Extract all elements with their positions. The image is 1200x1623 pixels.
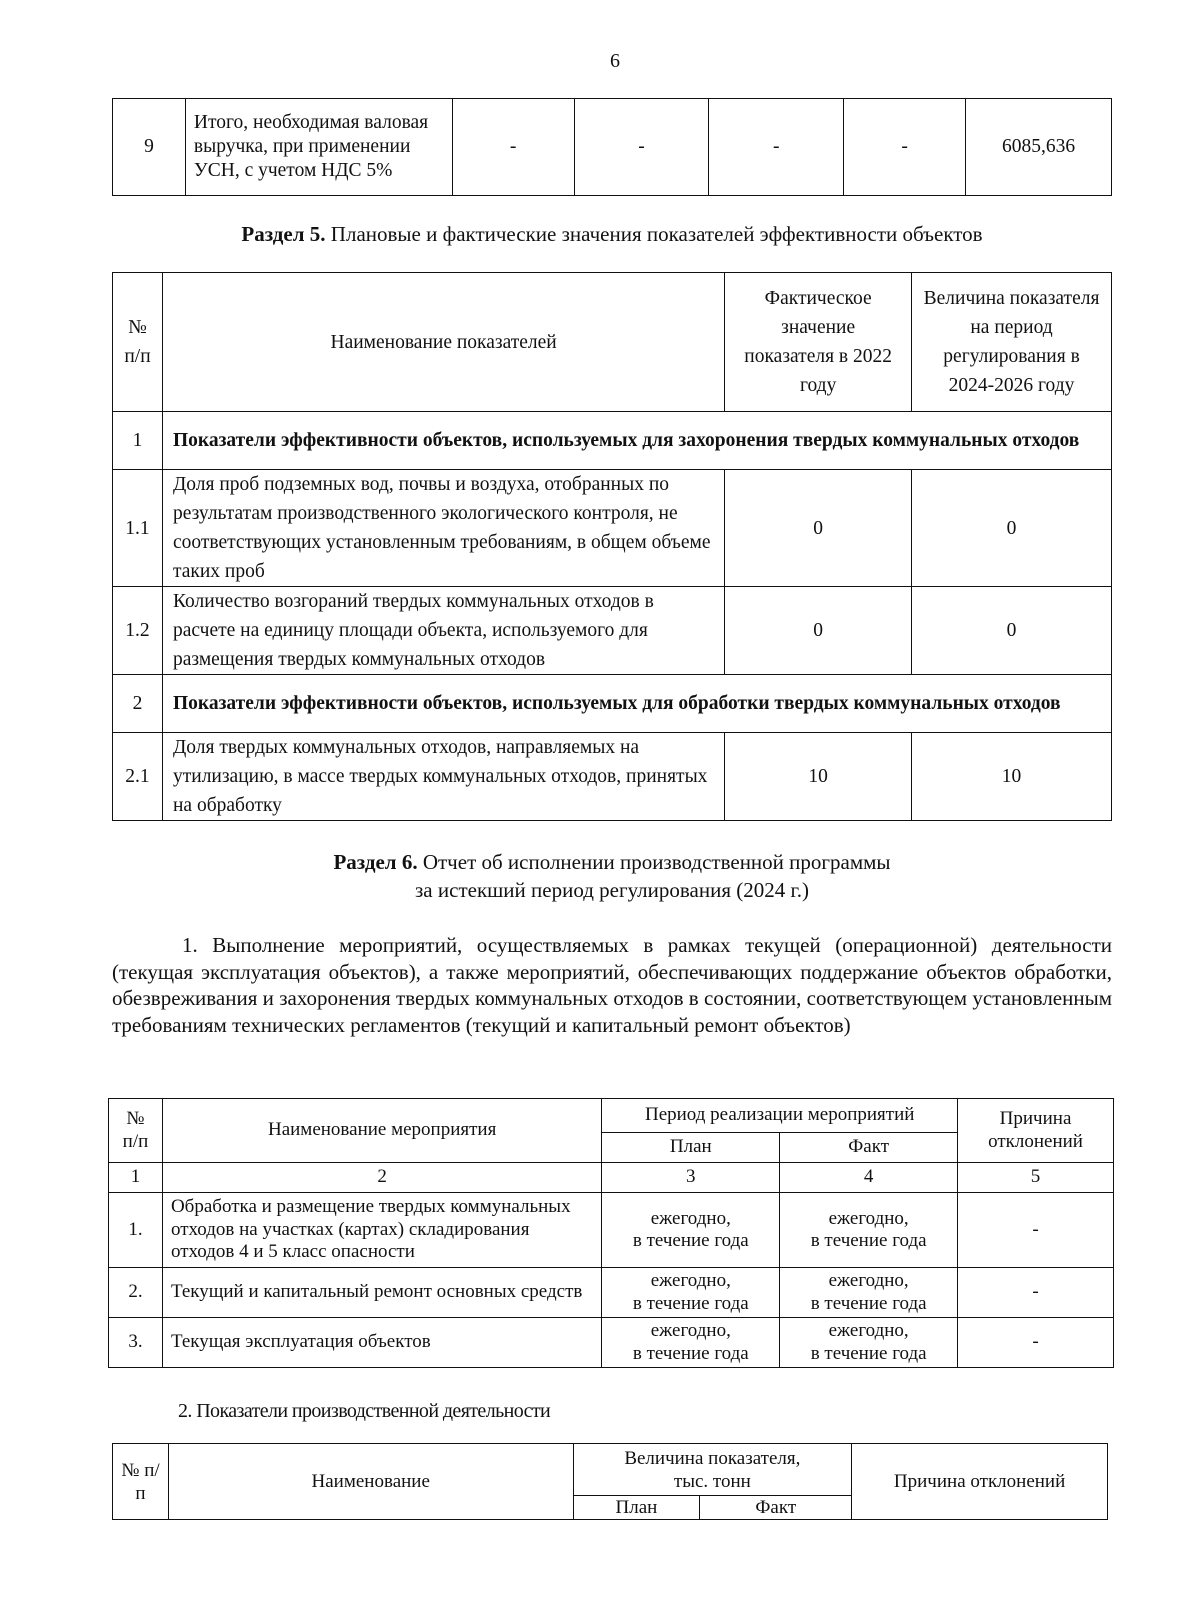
header-name: Наименование [168, 1444, 573, 1520]
cell-plan-line2: в течение года [632, 1230, 749, 1251]
paragraph-text: 1. Выполнение мероприятий, осуществляемых в рамках текущей (операционной) деятельности (текущая эксплуатация объектов), а также мероприятий, обеспечивающих поддержание объектов обработки, обезвреживания и захоронения твердых коммунальных отходов в состоянии, соответствующем установленным требованиям технических регламентов (текущий и капитальный ремонт объектов) [112, 933, 1112, 1037]
cell-total: 6085,636 [966, 99, 1112, 196]
cell-fact-line2: в течение года [810, 1342, 927, 1364]
header-value-line2: тыс. тонн [673, 1470, 751, 1492]
cell-value: - [844, 99, 966, 196]
cell-value: - [709, 99, 844, 196]
table-row [109, 1318, 1114, 1368]
header-num: № п/п [109, 1099, 163, 1163]
cell-fact-line2: в течение года [810, 1292, 927, 1314]
cell-value: - [574, 99, 709, 196]
row-name: Доля твердых коммунальных отходов, направляемых на утилизацию, в массе твердых коммунальных отходов, принятых на обработку [162, 733, 724, 821]
header-num: № п/п [113, 1444, 169, 1520]
index-cell: 4 [780, 1163, 958, 1193]
cell-fact [780, 1318, 958, 1368]
cell-plan [602, 1193, 780, 1268]
table-row [109, 1193, 1114, 1268]
table-row [113, 587, 1112, 675]
header-row [113, 273, 1112, 412]
group-row [113, 412, 1112, 470]
group-row [113, 675, 1112, 733]
index-row [109, 1163, 1114, 1193]
row-name: Текущая эксплуатация объектов [162, 1318, 601, 1368]
header-reason: Причина отклонений [958, 1099, 1114, 1163]
header-period: Период реализации мероприятий [602, 1099, 958, 1133]
section-6-text: Отчет об исполнении производственной программы [417, 850, 891, 874]
row-number: 9 [113, 99, 186, 196]
cell-fact-line1: ежегодно, [828, 1270, 909, 1291]
group-number: 1 [113, 412, 163, 470]
group-title: Показатели эффективности объектов, используемых для захоронения твердых коммунальных отходов [162, 412, 1111, 470]
cell-value: - [452, 99, 574, 196]
cell-fact [780, 1268, 958, 1318]
cell-fact: 0 [725, 587, 912, 675]
cell-reason: - [958, 1193, 1114, 1268]
header-fact: Фактическое значение показателя в 2022 году [725, 273, 912, 412]
efficiency-table [112, 272, 1112, 821]
row-name: Обработка и размещение твердых коммунальных отходов на участках (картах) складирования отходов 4 и 5 класс опасности [162, 1193, 601, 1268]
cell-plan: 10 [912, 733, 1112, 821]
table-row [113, 99, 1112, 196]
index-cell: 3 [602, 1163, 780, 1193]
cell-plan: 0 [912, 470, 1112, 587]
cell-fact: 10 [725, 733, 912, 821]
header-name: Наименование мероприятия [162, 1099, 601, 1163]
production-indicators-title: 2. Показатели производственной деятельности [178, 1400, 551, 1422]
section-6-title [112, 848, 1112, 904]
cell-fact: 0 [725, 470, 912, 587]
row-name: Количество возгораний твердых коммунальных отходов в расчете на единицу площади объекта, используемого для размещения твердых коммунальных отходов [162, 587, 724, 675]
header-fact: Факт [700, 1496, 852, 1520]
row-number: 2. [109, 1268, 163, 1318]
header-num: № п/п [113, 273, 163, 412]
cell-plan [602, 1318, 780, 1368]
index-cell: 2 [162, 1163, 601, 1193]
row-name: Итого, необходимая валовая выручка, при применении УСН, с учетом НДС 5% [185, 99, 452, 196]
index-cell: 1 [109, 1163, 163, 1193]
section-6-label: Раздел 6. [333, 850, 418, 874]
row-number: 1.2 [113, 587, 163, 675]
cell-fact-line1: ежегодно, [828, 1207, 909, 1229]
revenue-table [112, 98, 1112, 196]
header-value-line1: Величина показателя, [624, 1447, 801, 1469]
page-number: 6 [610, 50, 620, 72]
header-plan: План [602, 1133, 780, 1163]
group-title: Показатели эффективности объектов, используемых для обработки твердых коммунальных отходов [162, 675, 1111, 733]
header-plan: Величина показателя на период регулирования в 2024-2026 году [912, 273, 1112, 412]
row-number: 1.1 [113, 470, 163, 587]
section-6-title-line2: за истекший период регулирования (2024 г.) [415, 878, 809, 902]
row-number: 2.1 [113, 733, 163, 821]
cell-plan [602, 1268, 780, 1318]
header-row [113, 1444, 1108, 1496]
cell-fact [780, 1193, 958, 1268]
row-number: 1. [109, 1193, 163, 1268]
cell-plan-line2: в течение года [632, 1342, 749, 1364]
section-5-text: Плановые и фактические значения показателей эффективности объектов [325, 222, 983, 246]
production-table [112, 1443, 1108, 1520]
group-number: 2 [113, 675, 163, 733]
row-name: Текущий и капитальный ремонт основных средств [162, 1268, 601, 1318]
section-6-paragraph [112, 932, 1112, 1038]
table-row [113, 733, 1112, 821]
cell-plan-line1: ежегодно, [650, 1207, 731, 1229]
cell-plan-line1: ежегодно, [650, 1270, 731, 1291]
cell-reason: - [958, 1268, 1114, 1318]
section-5-title [112, 220, 1112, 248]
table-row [113, 470, 1112, 587]
cell-fact-line2: в течение года [810, 1230, 927, 1251]
index-cell: 5 [958, 1163, 1114, 1193]
cell-plan: 0 [912, 587, 1112, 675]
table-row [109, 1268, 1114, 1318]
cell-plan-line2: в течение года [632, 1292, 749, 1314]
header-row [109, 1099, 1114, 1133]
activities-table [108, 1098, 1114, 1368]
header-name: Наименование показателей [162, 273, 724, 412]
row-number: 3. [109, 1318, 163, 1368]
header-fact: Факт [780, 1133, 958, 1163]
row-name: Доля проб подземных вод, почвы и воздуха, отобранных по результатам производственного экологического контроля, не соответствующих установленным требованиям, в общем объеме таких проб [162, 470, 724, 587]
section-5-label: Раздел 5. [241, 222, 326, 246]
cell-fact-line1: ежегодно, [828, 1320, 909, 1341]
header-reason: Причина отклонений [852, 1444, 1108, 1520]
cell-plan-line1: ежегодно, [650, 1320, 731, 1341]
header-plan: План [573, 1496, 700, 1520]
cell-reason: - [958, 1318, 1114, 1368]
header-value [573, 1444, 852, 1496]
